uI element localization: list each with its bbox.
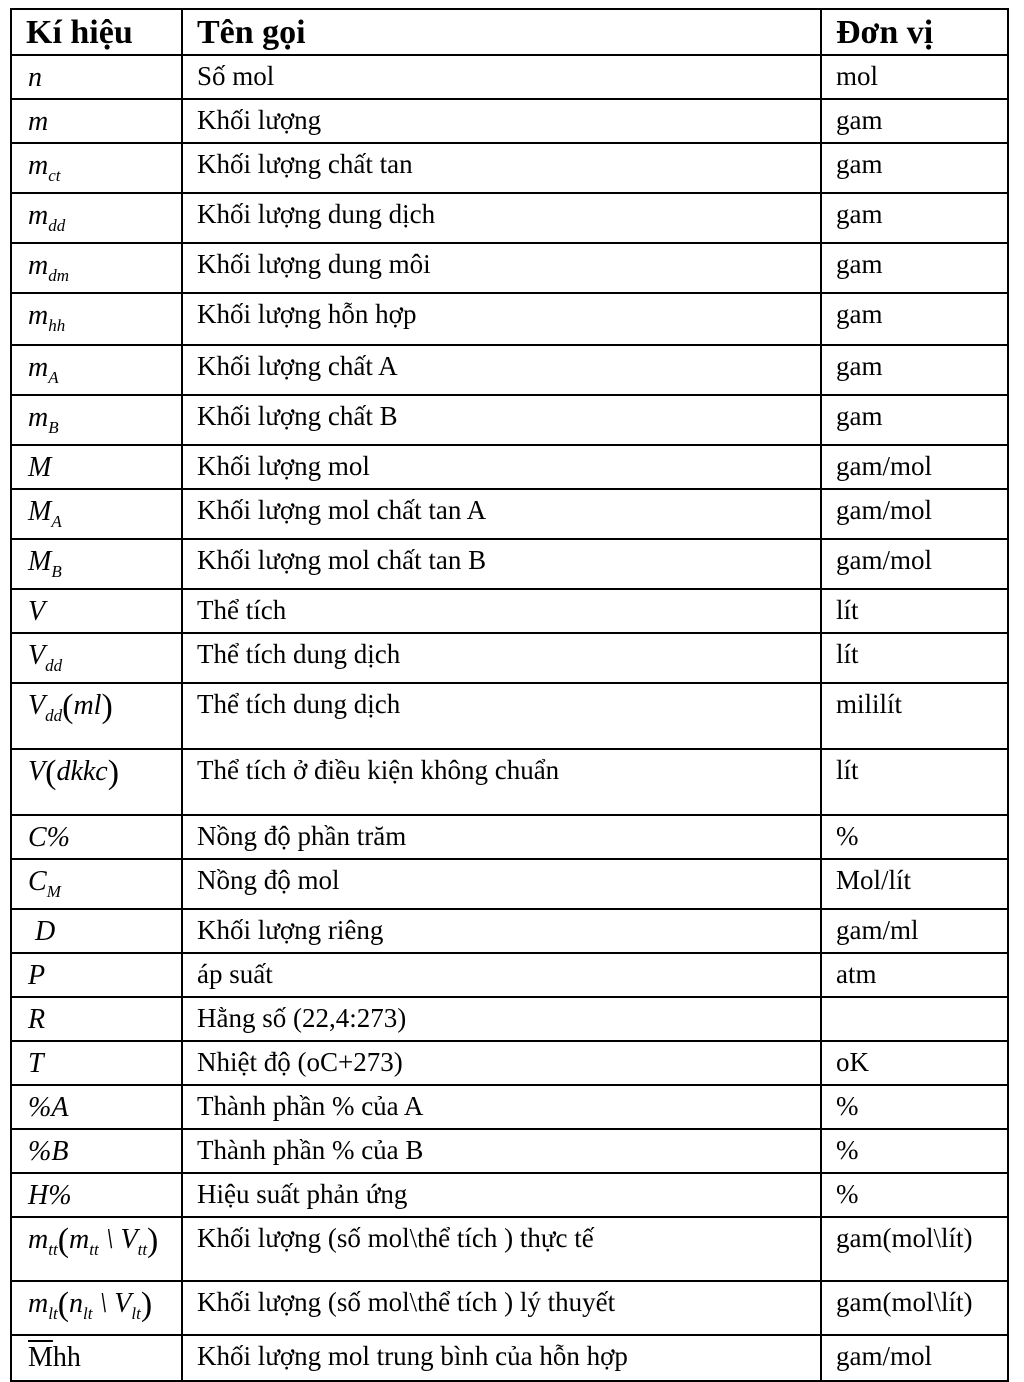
unit-cell	[821, 1217, 1008, 1281]
table-row	[11, 633, 1008, 683]
name-cell	[182, 1041, 821, 1085]
unit-cell	[821, 193, 1008, 243]
name-text: Khối lượng dung môi	[197, 249, 431, 279]
symbol-text: $m_{ct}$	[28, 150, 61, 185]
name-cell	[182, 445, 821, 489]
unit-text: gam	[836, 401, 883, 431]
symbol-cell	[11, 345, 182, 395]
name-cell	[182, 489, 821, 539]
table-row	[11, 55, 1008, 99]
table-row	[11, 749, 1008, 815]
name-cell	[182, 293, 821, 345]
unit-cell	[821, 489, 1008, 539]
unit-cell	[821, 1085, 1008, 1129]
symbol-cell	[11, 445, 182, 489]
unit-cell	[821, 445, 1008, 489]
name-cell	[182, 193, 821, 243]
name-text: Thành phần % của A	[197, 1091, 424, 1121]
unit-text: %	[836, 821, 859, 851]
unit-cell	[821, 539, 1008, 589]
table-row	[11, 1085, 1008, 1129]
symbol-cell	[11, 193, 182, 243]
name-text: Khối lượng chất tan	[197, 149, 413, 179]
unit-cell	[821, 1129, 1008, 1173]
unit-text: mililít	[836, 689, 903, 719]
unit-text: lít	[836, 755, 859, 785]
symbol-cell	[11, 539, 182, 589]
unit-text: gam/ml	[836, 915, 919, 945]
symbol-cell	[11, 1129, 182, 1173]
unit-text: gam/mol	[836, 1341, 932, 1371]
table-row	[11, 539, 1008, 589]
unit-cell	[821, 243, 1008, 293]
symbol-text: $C_M$	[28, 866, 61, 901]
unit-text: lít	[836, 595, 859, 625]
unit-text: gam/mol	[836, 545, 932, 575]
unit-cell	[821, 1041, 1008, 1085]
symbol-text: V(dkkc)	[28, 754, 120, 791]
symbol-cell	[11, 589, 182, 633]
unit-text: gam/mol	[836, 451, 932, 481]
table-row	[11, 589, 1008, 633]
unit-cell	[821, 1335, 1008, 1381]
name-cell	[182, 953, 821, 997]
name-cell	[182, 55, 821, 99]
unit-cell	[821, 293, 1008, 345]
unit-cell	[821, 859, 1008, 909]
name-text: Khối lượng mol	[197, 451, 370, 481]
unit-text: gam/mol	[836, 495, 932, 525]
unit-text: gam	[836, 149, 883, 179]
name-cell	[182, 1085, 821, 1129]
table-row	[11, 293, 1008, 345]
symbol-text: $m_{lt}(n_{lt}$ \ $V_{lt}$)	[28, 1286, 153, 1323]
symbol-text: $m_{hh}$	[28, 300, 66, 335]
table-row	[11, 193, 1008, 243]
name-cell	[182, 539, 821, 589]
symbol-text: $V_{dd}$	[28, 640, 63, 675]
symbol-cell	[11, 749, 182, 815]
unit-cell	[821, 997, 1008, 1041]
symbol-cell	[11, 99, 182, 143]
table-row	[11, 243, 1008, 293]
symbol-text: $m_{tt}(m_{tt}$ \ $V_{tt}$)	[28, 1222, 159, 1259]
name-text: Khối lượng dung dịch	[197, 199, 436, 229]
name-cell	[182, 749, 821, 815]
unit-text: gam	[836, 199, 883, 229]
unit-text: %	[836, 1091, 859, 1121]
symbol-text: $V_{dd}(ml)$	[28, 688, 113, 725]
symbol-text: $M_B$	[28, 546, 62, 581]
name-text: Khối lượng	[197, 105, 322, 135]
name-text: Khối lượng (số mol\thể tích ) thực tế	[197, 1223, 594, 1253]
name-cell	[182, 1217, 821, 1281]
table-body	[11, 55, 1008, 1381]
symbol-cell	[11, 1335, 182, 1381]
name-text: Khối lượng mol chất tan A	[197, 495, 487, 525]
table-row	[11, 1281, 1008, 1335]
name-cell	[182, 143, 821, 193]
table-row	[11, 997, 1008, 1041]
symbol-text: $m_B$	[28, 402, 59, 437]
name-text: Hiệu suất phản ứng	[197, 1179, 408, 1209]
name-cell	[182, 859, 821, 909]
unit-text: gam	[836, 105, 883, 135]
name-cell	[182, 633, 821, 683]
name-cell	[182, 99, 821, 143]
unit-cell	[821, 99, 1008, 143]
symbol-text: $M_A$	[28, 496, 62, 531]
table-row	[11, 345, 1008, 395]
name-cell	[182, 1173, 821, 1217]
table-row	[11, 1173, 1008, 1217]
table-row	[11, 815, 1008, 859]
symbol-cell	[11, 395, 182, 445]
header-name: Tên gọi	[182, 9, 821, 55]
table-row	[11, 859, 1008, 909]
symbol-text: R	[28, 1004, 46, 1035]
name-cell	[182, 997, 821, 1041]
symbol-cell	[11, 55, 182, 99]
symbol-text: C%	[28, 822, 70, 853]
name-cell	[182, 1129, 821, 1173]
name-cell	[182, 1281, 821, 1335]
symbol-table	[10, 8, 1009, 1382]
name-text: Số mol	[197, 61, 275, 91]
table-row	[11, 1335, 1008, 1381]
unit-text: Mol/lít	[836, 865, 912, 895]
symbol-text: P	[28, 960, 46, 991]
symbol-text: $\overline{M}hh$	[28, 1342, 81, 1373]
symbol-text: %B	[28, 1136, 69, 1167]
symbol-text: M	[28, 452, 52, 483]
symbol-cell	[11, 633, 182, 683]
unit-cell	[821, 815, 1008, 859]
name-cell	[182, 345, 821, 395]
name-text: Thể tích	[197, 595, 287, 625]
unit-cell	[821, 953, 1008, 997]
name-cell	[182, 1335, 821, 1381]
symbol-cell	[11, 1281, 182, 1335]
table-row	[11, 395, 1008, 445]
unit-cell	[821, 633, 1008, 683]
symbol-text: m	[28, 106, 49, 137]
symbol-text: H%	[28, 1180, 72, 1211]
symbol-cell	[11, 909, 182, 953]
symbol-cell	[11, 1217, 182, 1281]
name-text: Khối lượng mol trung bình của hỗn hợp	[197, 1341, 628, 1371]
name-text: Nồng độ mol	[197, 865, 340, 895]
table-row	[11, 143, 1008, 193]
unit-cell	[821, 1281, 1008, 1335]
name-text: Khối lượng riêng	[197, 915, 384, 945]
symbol-text: T	[28, 1048, 44, 1079]
unit-text: gam	[836, 351, 883, 381]
name-text: Nhiệt độ (oC+273)	[197, 1047, 403, 1077]
unit-text: atm	[836, 959, 877, 989]
unit-cell	[821, 345, 1008, 395]
unit-cell	[821, 1173, 1008, 1217]
symbol-text: $m_A$	[28, 352, 59, 387]
table-row	[11, 953, 1008, 997]
symbol-text: %A	[28, 1092, 69, 1123]
name-text: Khối lượng hỗn hợp	[197, 299, 417, 329]
table-row	[11, 1129, 1008, 1173]
table-row	[11, 683, 1008, 749]
symbol-cell	[11, 143, 182, 193]
symbol-cell	[11, 683, 182, 749]
name-text: Thành phần % của B	[197, 1135, 424, 1165]
unit-text: lít	[836, 639, 859, 669]
header-unit: Đơn vị	[821, 9, 1008, 55]
unit-cell	[821, 909, 1008, 953]
name-text: Khối lượng chất A	[197, 351, 398, 381]
symbol-text: n	[28, 62, 42, 93]
symbol-cell	[11, 859, 182, 909]
unit-text: mol	[836, 61, 879, 91]
name-text: Nồng độ phần trăm	[197, 821, 407, 851]
unit-cell	[821, 749, 1008, 815]
symbol-cell	[11, 293, 182, 345]
name-text: Thể tích dung dịch	[197, 689, 401, 719]
name-cell	[182, 683, 821, 749]
symbol-cell	[11, 953, 182, 997]
header-row	[11, 9, 1008, 55]
table-row	[11, 445, 1008, 489]
unit-cell	[821, 143, 1008, 193]
table-row	[11, 909, 1008, 953]
name-cell	[182, 815, 821, 859]
header-symbol: Kí hiệu	[11, 9, 182, 55]
symbol-cell	[11, 997, 182, 1041]
symbol-text: $m_{dd}$	[28, 200, 66, 235]
name-text: Thể tích ở điều kiện không chuẩn	[197, 755, 560, 785]
symbol-cell	[11, 243, 182, 293]
symbol-cell	[11, 1085, 182, 1129]
unit-cell	[821, 683, 1008, 749]
symbol-cell	[11, 815, 182, 859]
unit-text: oK	[836, 1047, 869, 1077]
symbol-text: D	[28, 916, 56, 947]
symbol-cell	[11, 1041, 182, 1085]
name-text: áp suất	[197, 959, 273, 989]
unit-cell	[821, 55, 1008, 99]
symbol-cell	[11, 1173, 182, 1217]
unit-text: gam(mol\lít)	[836, 1223, 973, 1253]
table-row	[11, 99, 1008, 143]
symbol-cell	[11, 489, 182, 539]
name-cell	[182, 589, 821, 633]
name-cell	[182, 909, 821, 953]
unit-cell	[821, 395, 1008, 445]
unit-text: %	[836, 1135, 859, 1165]
unit-text: gam(mol\lít)	[836, 1287, 973, 1317]
name-text: Thể tích dung dịch	[197, 639, 401, 669]
symbol-text: V	[28, 596, 46, 627]
name-cell	[182, 243, 821, 293]
unit-text: %	[836, 1179, 859, 1209]
table-row	[11, 1217, 1008, 1281]
table-row	[11, 489, 1008, 539]
symbol-text: $m_{dm}$	[28, 250, 70, 285]
name-text: Khối lượng (số mol\thể tích ) lý thuyết	[197, 1287, 616, 1317]
unit-text: gam	[836, 299, 883, 329]
name-cell	[182, 395, 821, 445]
name-text: Hằng số (22,4:273)	[197, 1003, 407, 1033]
table-row	[11, 1041, 1008, 1085]
name-text: Khối lượng mol chất tan B	[197, 545, 487, 575]
name-text: Khối lượng chất B	[197, 401, 398, 431]
unit-cell	[821, 589, 1008, 633]
unit-text: gam	[836, 249, 883, 279]
